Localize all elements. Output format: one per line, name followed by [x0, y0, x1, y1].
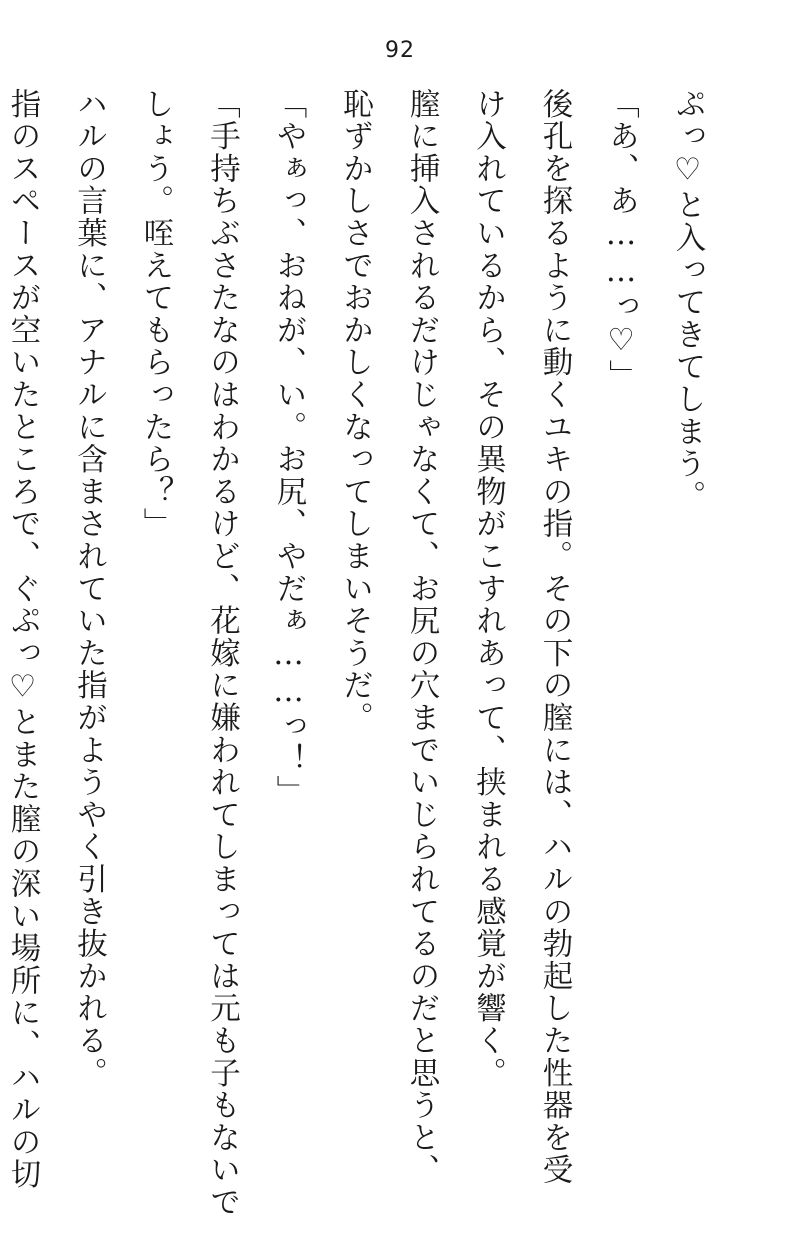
text-line: 恥ずかしさでおかしくなってしまいそうだ。 — [337, 88, 373, 734]
text-line: 「やぁっ、おねが、い。お尻、やだぁ……っ！」 — [271, 88, 306, 808]
text-line: け入れているから、その異物がこすれあって、挟まれる感覚が響く。 — [470, 88, 506, 1090]
text-line: ハルの言葉に、アナルに含まされていた指がようやく引き抜かれる。 — [71, 88, 107, 1090]
text-line: 「手持ちぶさたなのはわかるけど、花嫁に嫌われてしまっては元も子もないで — [204, 88, 240, 1219]
body-text — [0, 88, 720, 1219]
text-line: 膣に挿入されるだけじゃなくて、お尻の穴までいじられてるのだと思うと、 — [404, 88, 439, 1187]
text-line: 後孔を探るように動くユキの指。その下の膣には、ハルの勃起した性器を受 — [537, 88, 572, 1187]
text-line: 指のスペースが空いたところで、ぐぷっ♡とまた膣の深い場所に、ハルの切 — [5, 88, 40, 1191]
text-line: ぷっ♡と入ってきてしまう。 — [670, 88, 705, 513]
page-number: 92 — [385, 38, 415, 63]
text-line: しょう。咥えてもらったら？」 — [138, 88, 173, 541]
text-line: 「あ、あ……っ♡」 — [603, 88, 639, 393]
